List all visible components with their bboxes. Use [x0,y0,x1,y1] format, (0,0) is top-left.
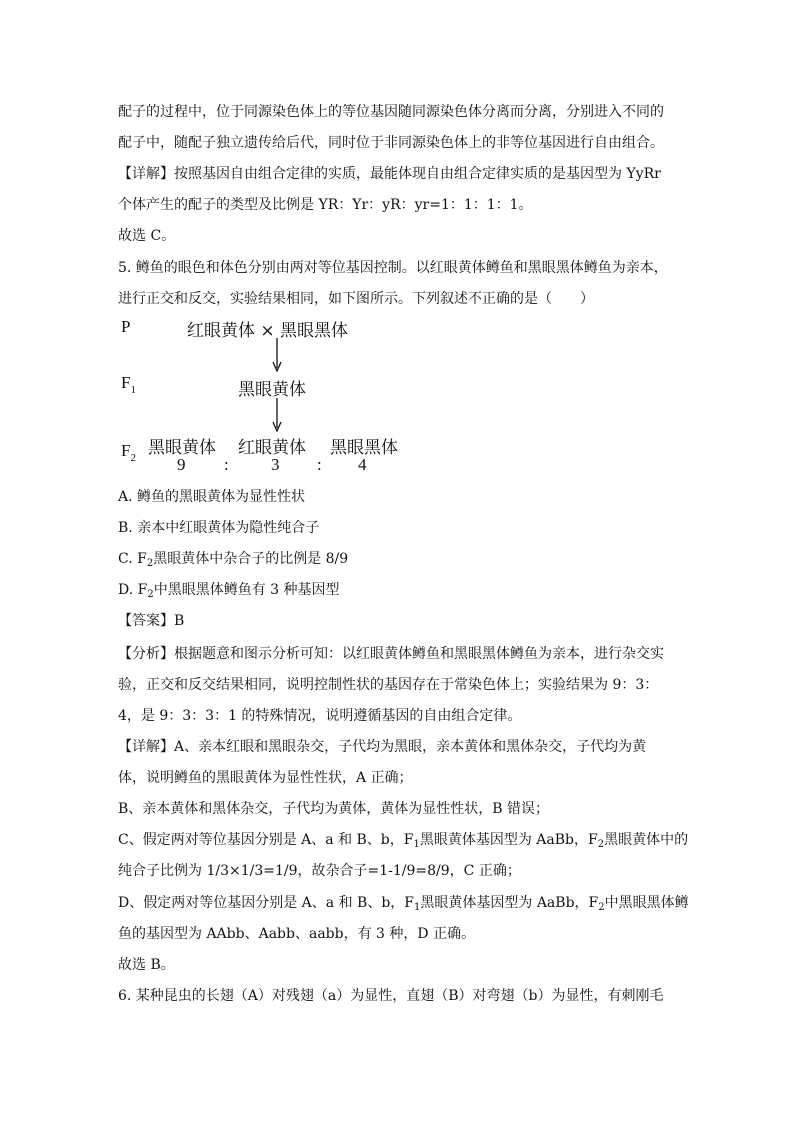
text-span: 根据题意和图示分析可知：以红眼黄体鳟鱼和黑眼黑体鳟鱼为亲本，进行杂交实 [174,646,664,662]
generation-label-p: P [121,317,131,336]
text-span: C、假定两对等位基因分别是 A、a 和 B、b，F [118,832,414,848]
option-c [118,549,348,574]
ratio-value: 9 [177,455,186,474]
f2-phenotype: 黑眼黑体 [330,438,398,458]
text-line: 个体产生的配子的类型及比例是 YR：Yr：yR：yr=1：1：1：1。 [118,197,533,213]
text-span: 黑眼黄体基因型为 AaBb，F [420,895,599,911]
generation-label-f2 [121,441,136,464]
answer-line [118,611,184,631]
f2-phenotype: 黑眼黄体 [148,438,216,458]
arrow-down-icon [272,398,282,432]
text-line: 故选 C。 [118,228,176,244]
question-stem: 5. 鳟鱼的眼色和体色分别由两对等位基因控制。以红眼黄体鳟鱼和黑眼黑体鳟鱼为亲本， [118,260,668,276]
section-tag: 【详解】 [118,739,174,755]
detail-line: 鱼的基因型为 AAbb、Aabb、aabb，有 3 种，D 正确。 [118,926,476,942]
ratio-value: 3 [271,455,280,474]
text-span: 黑眼黄体中的 [604,832,689,848]
text-span: 黑眼黄体基因型为 AaBb，F [419,832,598,848]
text-span: 中黑眼黑体鳟鱼有 3 种基因型 [153,582,340,598]
subscript: 2 [597,839,605,850]
ratio-separator: : [317,455,322,474]
detail-line: 纯合子比例为 1/3×1/3=1/9，故杂合子=1-1/9=8/9，C 正确； [118,863,521,879]
generation-letter: F [121,373,131,392]
generation-label-f1 [121,373,136,396]
option-a: A. 鳟鱼的黑眼黄体为显性性状 [118,489,306,505]
detail-line [118,830,688,855]
text-span: 中黑眼黑体鳟 [604,895,689,911]
answer-value: B [174,613,185,629]
text-span: 按照基因自由组合定律的实质，最能体现自由组合定律实质的是基因型为 YyRr [174,166,661,182]
detail-line: 体，说明鳟鱼的黑眼黄体为显性性状，A 正确； [118,770,413,786]
section-tag: 【分析】 [118,646,174,662]
generation-subscript: 1 [130,384,136,396]
text-line: 配子的过程中，位于同源染色体上的等位基因随同源染色体分离而分离，分别进入不同的 [118,104,664,120]
question-stem: 进行正交和反交，实验结果相同，如下图所示。下列叙述不正确的是（ ） [118,291,594,307]
text-span: C. F [118,551,147,567]
detail-line: B、亲本黄体和黑体杂交，子代均为黄体，黄体为显性性状，B 错误； [118,801,550,817]
detail-line [118,737,646,757]
subscript: 2 [598,902,605,913]
subscript: 2 [147,589,154,600]
detail-line: 故选 B。 [118,957,175,973]
f1-phenotype: 黑眼黄体 [238,380,306,400]
subscript: 2 [146,558,154,569]
f2-phenotype: 红眼黄体 [238,438,306,458]
option-d [118,580,340,605]
section-tag: 【答案】 [118,613,174,629]
generation-subscript: 2 [130,452,136,464]
text-span: 黑眼黄体中杂合子的比例是 8/9 [153,551,349,567]
analysis-line [118,644,664,664]
question-stem: 6. 某种昆虫的长翅（A）对残翅（a）为显性，直翅（B）对弯翅（b）为显性，有刺刚毛 [118,988,664,1004]
detail-line [118,893,689,918]
subscript: 1 [413,839,420,850]
ratio-separator: : [224,455,229,474]
text-span: A、亲本红眼和黑眼杂交，子代均为黑眼，亲本黄体和黑体杂交，子代均为黄 [174,739,647,755]
text-line: 配子中，随配子独立遗传给后代，同时位于非同源染色体上的非等位基因进行自由组合。 [118,135,664,151]
text-line [118,164,661,184]
ratio-value: 4 [358,455,367,474]
analysis-line: 验，正交和反交结果相同，说明控制性状的基因存在于常染色体上；实验结果为 9：3： [118,677,659,693]
text-span: D、假定两对等位基因分别是 A、a 和 B、b，F [118,895,414,911]
section-tag: 【详解】 [118,166,174,182]
parent-cross: 红眼黄体 × 黑眼黑体 [187,321,349,341]
arrow-down-icon [272,338,282,372]
text-span: D. F [118,582,148,598]
generation-letter: F [121,441,131,460]
option-b: B. 亲本中红眼黄体为隐性纯合子 [118,520,320,536]
analysis-line: 4，是 9：3：3：1 的特殊情况，说明遵循基因的自由组合定律。 [118,708,522,724]
subscript: 1 [414,902,421,913]
